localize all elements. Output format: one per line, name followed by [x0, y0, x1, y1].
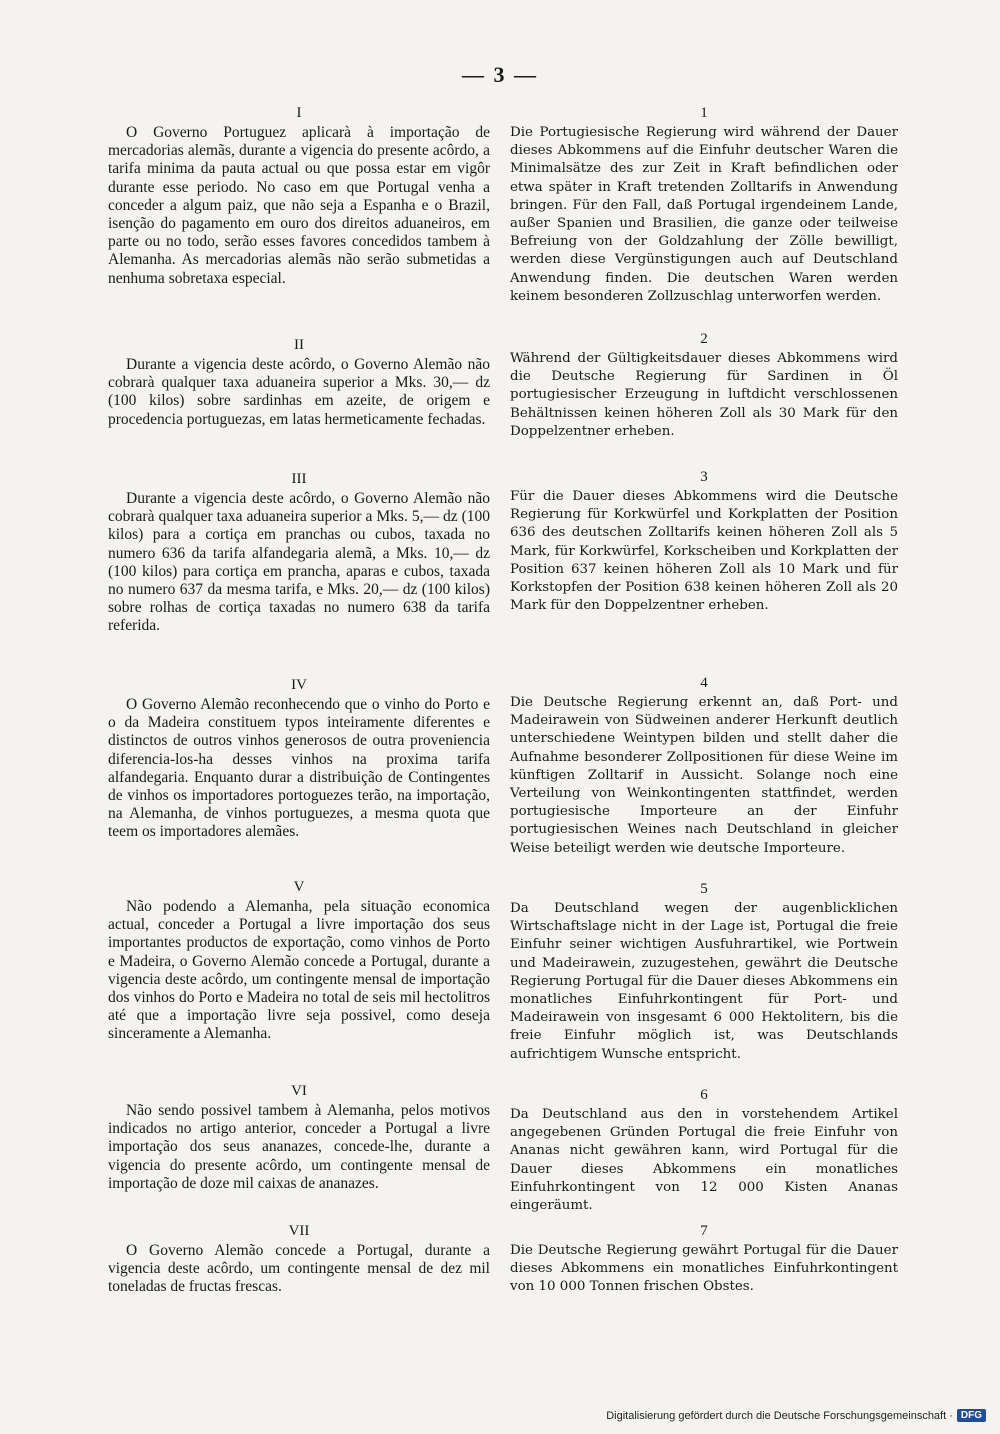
article-german-5 [510, 880, 898, 1064]
article-text: Die Deutsche Regierung erkennt an, daß Port- und Madeirawein von Südweinen anderer Herkunft deutlich unterschiedene Weintypen bilden und stellt daher die Aufnahme besonderer Zollpositionen für diese Weine im künftigen Zolltarif in Aussicht. Solange noch eine Verteilung von Weinkontingenten stattfindet, werden portugiesische Importeure an der Einfuhr portugiesischen Weines nach Deutschland in gleicher Weise beteiligt werden wie deutsche Importeure. [510, 695, 898, 856]
article-number: 4 [700, 675, 708, 691]
article-portuguese-2 [108, 336, 490, 429]
article-number: 2 [700, 331, 708, 347]
article-german-1 [510, 104, 898, 306]
article-text: O Governo Portuguez aplicarà à importação de mercadorias alemãs, durante a vigencia do presente acôrdo, a tarifa minima da pauta actual ou que possa estar em vigôr durante esse periodo. No caso em que Portugal venha a conceder a algum paiz, que não seja a Espanha e o Brazil, isenção do pagamento em ouro dos direitos aduaneiros, em parte ou no todo, serão esses favores concedidos tambem à Alemanha. As mercadorias alemãs não serão submetidas a nenhuma sobretaxa especial. [108, 124, 490, 287]
article-number: 1 [700, 105, 708, 121]
article-portuguese-4 [108, 676, 490, 842]
article-text: Für die Dauer dieses Abkommens wird die Deutsche Regierung für Korkwürfel und Korkplatten der Position 636 des deutschen Zolltarifs keinen höheren Zoll als 5 Mark, für Korkwürfel, Korkscheiben und Korkplatten der Position 637 keinen höheren Zoll als 10 Mark und für Korkstopfen der Position 638 keinen höheren Zoll als 20 Mark für den Doppelzentner erheben. [510, 489, 898, 614]
article-number: VII [288, 1223, 310, 1239]
article-text: Durante a vigencia deste acôrdo, o Governo Alemão não cobrarà qualquer taxa aduaneira superior a Mks. 5,— dz (100 kilos) para a cortiça em pranchas ou cubos, taxada no numero 636 da tarifa alfandegaria alemã, a Mks. 10,— dz (100 kilos) para cortiça em prancha, aparas e cubos, taxada no numero 637 da mesma tarifa, e Mks. 20,— dz (100 kilos) sobre rolhas de cortiça taxadas no numero 638 da tarifa referida. [108, 490, 490, 635]
article-portuguese-1 [108, 104, 490, 288]
article-text: Da Deutschland wegen der augenblicklichen Wirtschaftslage nicht in der Lage ist, Portugal die freie Einfuhr seiner wichtigen Ausfuhrartikel, wie Portwein und Madeirawein, zuzugestehen, gewährt die Deutsche Regierung Portugal für die Dauer dieses Abkommens ein monatliches Einfuhrkontingent für Port- und Madeirawein von insgesamt 6 000 Hektolitern, bis die freie Einfuhr möglich ist, was Deutschlands aufrichtigem Wunsche entspricht. [510, 901, 898, 1062]
article-text: Da Deutschland aus den in vorstehendem Artikel angegebenen Gründen Portugal die freie Einfuhr von Ananas nicht gewähren kann, wird Portugal für die Dauer dieses Abkommens ein monatliches Einfuhrkontingent von 12 000 Kisten Ananas eingeräumt. [510, 1107, 898, 1214]
article-text: Não podendo a Alemanha, pela situação economica actual, conceder a Portugal a livre importação dos seus importantes productos de exportação, como vinhos de Porto e Madeira, o Governo Alemão concede a Portugal, durante a vigencia deste acôrdo, um contingente mensal de importação dos vinhos do Porto e Madeira no total de seis mil hectolitros até que a importação livre seja possivel, como deseja sinceramente a Alemanha. [108, 898, 490, 1043]
article-portuguese-6 [108, 1082, 490, 1193]
article-number: 3 [700, 469, 708, 485]
article-text: Die Deutsche Regierung gewährt Portugal für die Dauer dieses Abkommens ein monatliches Einfuhrkontingent von 10 000 Tonnen frischen Obstes. [510, 1243, 898, 1295]
article-german-6 [510, 1086, 898, 1215]
article-german-3 [510, 468, 898, 615]
article-portuguese-7 [108, 1222, 490, 1297]
article-number: 5 [700, 881, 708, 897]
article-text: Die Portugiesische Regierung wird während der Dauer dieses Abkommens auf die Einfuhr deutscher Waren die Minimalsätze des zur Zeit in Kraft befindlichen oder etwa später in Kraft tretenden Zolltarifs in Anwendung bringen. Für den Fall, daß Portugal irgendeinem Lande, außer Spanien und Brasilien, die ganze oder teilweise Befreiung von der Goldzahlung der Zölle bewilligt, werden diese Vergünstigungen auch auf Deutschland Anwendung finden. Die deutschen Waren werden keinem besonderen Zollzuschlag unterworfen werden. [510, 125, 898, 304]
article-portuguese-3 [108, 470, 490, 636]
page-number: — 3 — [462, 62, 538, 87]
article-number: V [293, 879, 305, 895]
article-text: Durante a vigencia deste acôrdo, o Governo Alemão não cobrarà qualquer taxa aduaneira superior a Mks. 30,— dz (100 kilos) sobre sardinhas em azeite, de origem e procedencia portuguezas, em latas hermeticamente fechadas. [108, 356, 490, 428]
article-number: III [291, 471, 307, 487]
digitization-footer [606, 1409, 986, 1422]
article-portuguese-5 [108, 878, 490, 1044]
article-text: Não sendo possivel tambem à Alemanha, pelos motivos indicados no artigo anterior, conceder a Portugal a livre importação dos seus ananazes, concede-lhe, durante a vigencia do presente acôrdo, um contingente mensal de importação de doze mil caixas de ananazes. [108, 1102, 490, 1192]
article-number: I [296, 105, 302, 121]
article-text: O Governo Alemão concede a Portugal, durante a vigencia deste acôrdo, um contingente mensal de dez mil toneladas de fructas frescas. [108, 1242, 490, 1296]
article-german-2 [510, 330, 898, 441]
footer-text: Digitalisierung gefördert durch die Deutsche Forschungsgemeinschaft · [606, 1409, 953, 1422]
article-number: IV [291, 677, 307, 693]
dfg-logo: DFG [957, 1409, 986, 1422]
article-text: O Governo Alemão reconhecendo que o vinho do Porto e o da Madeira constituem typos inteiramente diferentes e distinctos de outros vinhos generosos de outra proveniencia diferencia-los-ha desses vinhos na proxima tarifa alfandegaria. Enquanto durar a distribuição de Contingentes de vinhos os importadores portoguezes terão, na importação, na Alemanha, de vinhos portuguezes, a mesma quota que teem os importadores alemães. [108, 696, 490, 841]
article-german-7 [510, 1222, 898, 1297]
article-text: Während der Gültigkeitsdauer dieses Abkommens wird die Deutsche Regierung für Sardinen in Öl portugiesischer Erzeugung in luftdicht verschlossenen Behältnissen keinen höheren Zoll als 30 Mark für den Doppelzentner erheben. [510, 351, 898, 439]
article-number: 7 [700, 1223, 708, 1239]
article-number: VI [291, 1083, 307, 1099]
article-number: II [294, 337, 304, 353]
article-german-4 [510, 674, 898, 858]
article-number: 6 [700, 1087, 708, 1103]
